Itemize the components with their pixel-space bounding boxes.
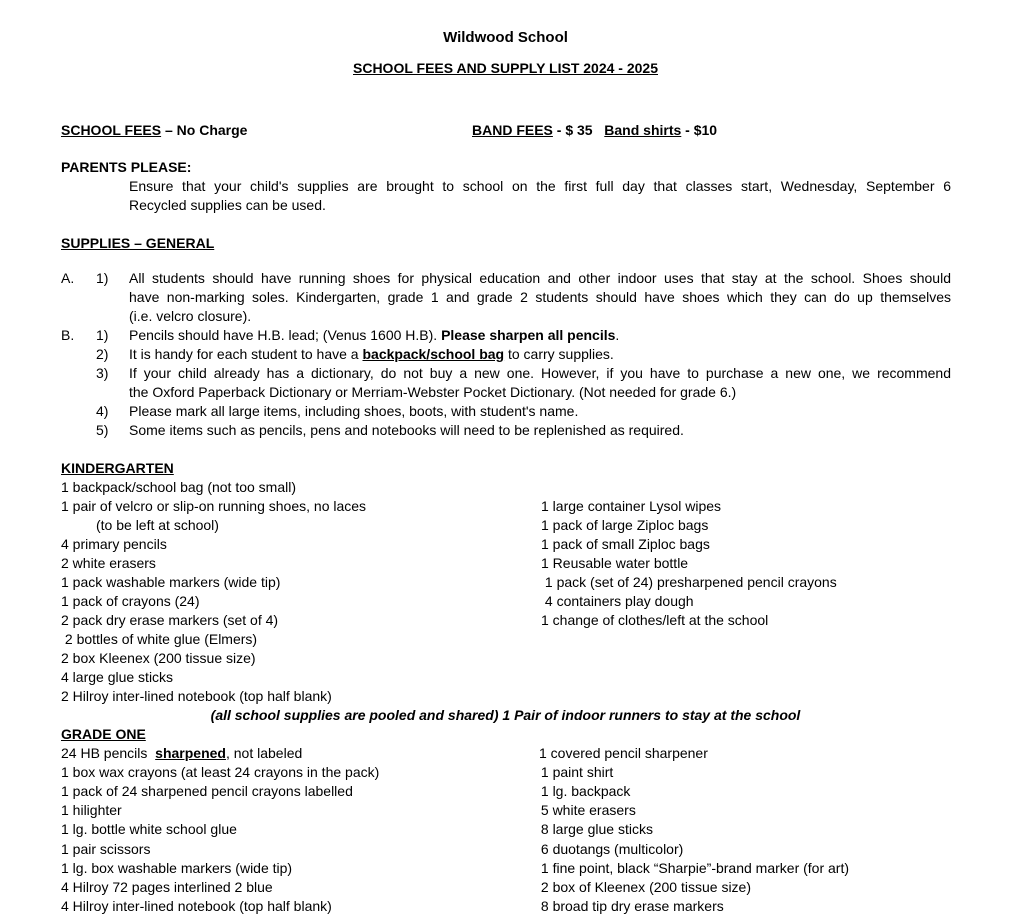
band-fees-label: BAND FEES (472, 122, 553, 138)
general-a1-number: 1) (96, 270, 109, 286)
list-item: 1 large container Lysol wipes (541, 498, 722, 514)
grade-one-heading: GRADE ONE (61, 726, 146, 742)
general-b1-text (129, 326, 619, 345)
kindergarten-heading: KINDERGARTEN (61, 460, 174, 476)
general-b2-text (129, 345, 614, 364)
general-b3-line-2: the Oxford Paperback Dictionary or Merriam-Webster Pocket Dictionary. (Not needed for grade 6.) (129, 384, 737, 400)
list-item: 8 large glue sticks (537, 821, 653, 837)
list-item: 2 Hilroy inter-lined notebook (top half blank) (61, 688, 332, 704)
list-item: 2 box of Kleenex (200 tissue size) (537, 879, 752, 895)
list-item: 1 pack of small Ziploc bags (541, 536, 710, 552)
general-a1-line-3: (i.e. velcro closure). (129, 308, 252, 324)
list-item: 8 broad tip dry erase markers (537, 898, 724, 914)
list-item: 1 backpack/school bag (not too small) (61, 479, 297, 495)
list-item: 1 pack of 24 sharpened pencil crayons labelled (61, 783, 353, 799)
list-item: 1 lg. backpack (537, 783, 631, 799)
school-name: Wildwood School (443, 29, 568, 46)
list-item: 1 change of clothes/left at the school (541, 612, 769, 628)
list-item: 5 white erasers (537, 802, 636, 818)
general-heading: SUPPLIES – GENERAL (61, 235, 215, 251)
list-title: SCHOOL FEES AND SUPPLY LIST 2024 - 2025 (353, 60, 658, 76)
band-shirts-label: Band shirts (604, 122, 682, 138)
general-b4-number: 4) (96, 403, 109, 419)
general-b4-text: Please mark all large items, including shoes, boots, with student's name. (129, 403, 579, 419)
list-item: 1 pack of large Ziploc bags (541, 517, 709, 533)
grade-one-pencils-text: 24 HB pencils (61, 745, 156, 761)
general-b1-end: . (615, 327, 620, 343)
parents-line-2: Recycled supplies can be used. (129, 197, 326, 213)
grade-one-pencils-end: , not labeled (225, 745, 303, 761)
general-b2-plain: It is handy for each student to have a (129, 346, 363, 362)
list-item: 1 lg. box washable markers (wide tip) (61, 860, 293, 876)
general-letter-b: B. (61, 327, 75, 343)
list-item: 1 hilighter (61, 802, 122, 818)
general-a1-line-2: have non-marking soles. Kindergarten, grade 1 and grade 2 students should have shoes which they can do up themselves (129, 289, 951, 305)
parents-heading: PARENTS PLEASE: (61, 159, 192, 175)
list-item: 4 containers play dough (541, 593, 694, 609)
list-item: 1 covered pencil sharpener (539, 745, 708, 761)
grade-one-pencils-emphasis: sharpened (155, 745, 226, 761)
general-b2-emphasis: backpack/school bag (362, 346, 505, 362)
list-item: 1 pack washable markers (wide tip) (61, 574, 281, 590)
list-item (61, 744, 302, 763)
list-item: 1 pair scissors (61, 841, 151, 857)
band-fees-value: - $ 35 (552, 122, 593, 138)
general-b3-line-1: If your child already has a dictionary, do not buy a new one. However, if you have to purchase a new one, we recommend (129, 365, 951, 381)
school-fees-label: SCHOOL FEES (61, 122, 162, 138)
list-item: 1 pack (set of 24) presharpened pencil crayons (541, 574, 837, 590)
general-b3-number: 3) (96, 365, 109, 381)
list-item: 1 pack of crayons (24) (61, 593, 200, 609)
general-b2-number: 2) (96, 346, 109, 362)
list-item: 4 large glue sticks (61, 669, 174, 685)
list-item: 1 pair of velcro or slip-on running shoes, no laces (61, 498, 367, 514)
list-item: 2 white erasers (61, 555, 156, 571)
general-b5-number: 5) (96, 422, 109, 438)
list-item: 2 box Kleenex (200 tissue size) (61, 650, 256, 666)
list-item: 1 lg. bottle white school glue (61, 821, 237, 837)
list-item: 2 bottles of white glue (Elmers) (61, 631, 258, 647)
list-item: 4 primary pencils (61, 536, 167, 552)
list-item: 1 paint shirt (537, 764, 614, 780)
list-item: 4 Hilroy inter-lined notebook (top half blank) (61, 898, 332, 914)
band-shirts-value: - $10 (681, 122, 718, 138)
general-b1-number: 1) (96, 327, 109, 343)
list-item: 6 duotangs (multicolor) (537, 841, 684, 857)
general-a1-line-1: All students should have running shoes for physical education and other indoor uses that stay at the school. Shoes should (129, 270, 951, 286)
general-letter-a: A. (61, 270, 75, 286)
general-b1-plain: Pencils should have H.B. lead; (Venus 1600 H.B). (129, 327, 442, 343)
school-fees-value: – No Charge (161, 122, 248, 138)
list-item: (to be left at school) (96, 517, 219, 533)
parents-line-1: Ensure that your child's supplies are brought to school on the first full day that classes start, Wednesday, September 6 (129, 178, 951, 194)
list-item: 1 Reusable water bottle (541, 555, 689, 571)
general-b5-text: Some items such as pencils, pens and notebooks will need to be replenished as required. (129, 422, 684, 438)
band-fees (472, 121, 717, 140)
list-item: 1 fine point, black “Sharpie”-brand marker (for art) (537, 860, 850, 876)
general-b2-end: to carry supplies. (504, 346, 614, 362)
list-item: 4 Hilroy 72 pages interlined 2 blue (61, 879, 273, 895)
kindergarten-note: (all school supplies are pooled and shared) 1 Pair of indoor runners to stay at the school (210, 707, 801, 723)
list-item: 1 box wax crayons (at least 24 crayons in the pack) (61, 764, 380, 780)
school-fees (61, 121, 247, 140)
general-b1-emphasis: Please sharpen all pencils (441, 327, 616, 343)
list-item: 2 pack dry erase markers (set of 4) (61, 612, 279, 628)
